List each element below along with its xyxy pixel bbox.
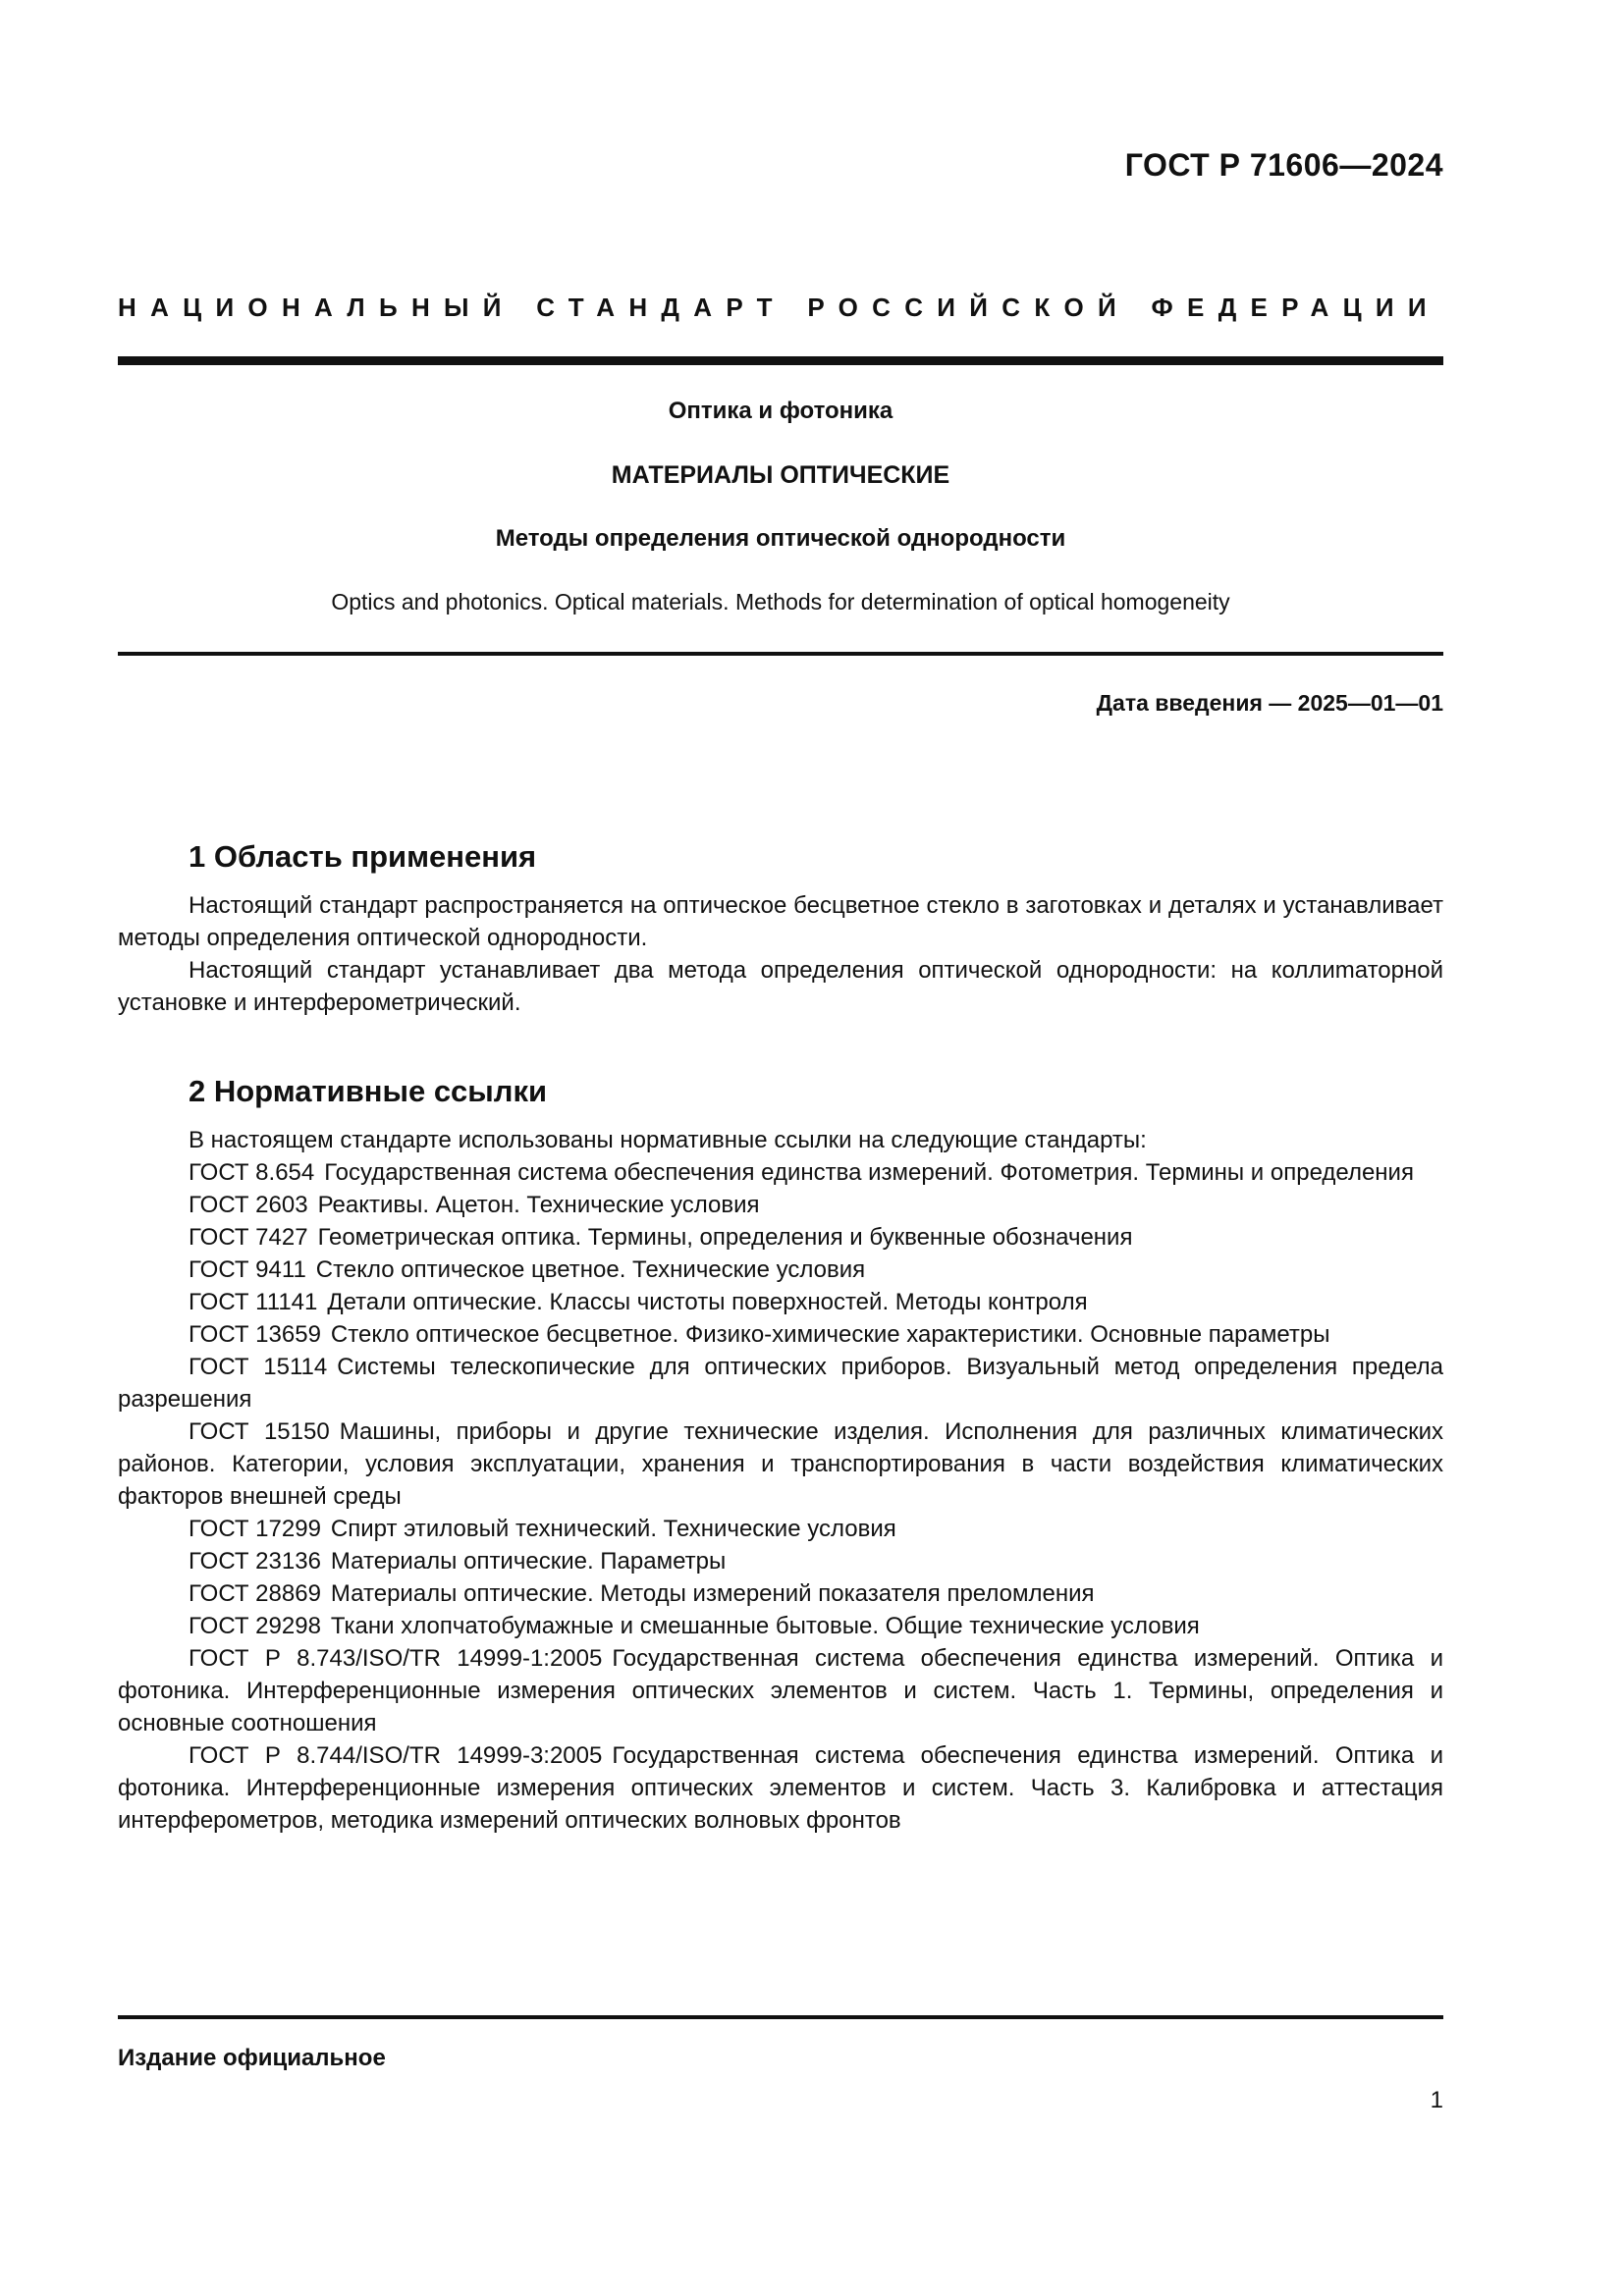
reference-code: ГОСТ 7427 [189,1224,308,1251]
reference-code: ГОСТ 28869 [189,1580,321,1607]
page-number: 1 [1430,2087,1443,2113]
reference-item [118,1415,1443,1513]
reference-title: Реактивы. Ацетон. Технические условия [317,1192,760,1218]
reference-title: Государственная система обеспечения единства измерений. Оптика и фотоника. Интерференционные измерения оптических элементов и систем. Часть 3. Калибровка и аттестация интерферометров, методика измерений оптических волновых фронтов [118,1742,1443,1834]
reference-code: ГОСТ 11141 [189,1289,318,1315]
official-edition-label: Издание официальное [118,2045,386,2071]
reference-code: ГОСТ 13659 [189,1321,321,1348]
reference-code: ГОСТ 15114 [189,1354,328,1380]
reference-title: Ткани хлопчатобумажные и смешанные бытовые. Общие технические условия [330,1613,1200,1639]
reference-item [118,1189,1443,1221]
document-number: ГОСТ Р 71606—2024 [1124,147,1443,183]
reference-code: ГОСТ 9411 [189,1256,306,1283]
reference-title: Государственная система обеспечения единства измерений. Фотометрия. Термины и определения [324,1159,1414,1186]
introduction-date: Дата введения — 2025—01—01 [1096,690,1443,716]
reference-code: ГОСТ Р 8.744/ISO/TR 14999-3:2005 [189,1742,603,1769]
reference-title: Государственная система обеспечения единства измерений. Оптика и фотоника. Интерференционные измерения оптических элементов и систем. Часть 1. Термины, определения и основные соотношения [118,1645,1443,1736]
reference-title: Материалы оптические. Методы измерений показателя преломления [330,1580,1095,1607]
document-main-title: МАТЕРИАЛЫ ОПТИЧЕСКИЕ [611,461,950,489]
reference-item [118,1577,1443,1610]
reference-title: Геометрическая оптика. Термины, определения и буквенные обозначения [317,1224,1133,1251]
reference-item [118,1286,1443,1318]
english-title: Optics and photonics. Optical materials. Methods for determination of optical homogeneity [331,589,1230,614]
footer-divider [118,2015,1443,2019]
references-intro: В настоящем стандарте использованы нормативные ссылки на следующие стандарты: [189,1127,1147,1153]
reference-code: ГОСТ 8.654 [189,1159,315,1186]
reference-title: Системы телескопические для оптических приборов. Визуальный метод определения предела разрешения [118,1354,1443,1413]
reference-item [118,1739,1443,1837]
section-normative-references [118,1072,1443,1837]
reference-code: ГОСТ 23136 [189,1548,321,1575]
reference-item [118,1545,1443,1577]
reference-title: Спирт этиловый технический. Технические условия [330,1516,896,1542]
reference-title: Стекло оптическое бесцветное. Физико-химические характеристики. Основные параметры [330,1321,1330,1348]
reference-title: Материалы оптические. Параметры [330,1548,727,1575]
header-divider-thick [118,356,1443,365]
reference-item [118,1642,1443,1739]
reference-title: Машины, приборы и другие технические изделия. Исполнения для различных климатических районов. Категории, условия эксплуатации, хранения и транспортирования в части воздействия климатических факторов внешней среды [118,1418,1443,1510]
reference-item [118,1254,1443,1286]
reference-item [118,1351,1443,1415]
document-subtitle: Методы определения оптической однородности [495,525,1066,552]
reference-item [118,1610,1443,1642]
reference-item [118,1318,1443,1351]
reference-code: ГОСТ Р 8.743/ISO/TR 14999-1:2005 [189,1645,603,1672]
section-heading: 2 Нормативные ссылки [189,1074,548,1108]
paragraph: Настоящий стандарт распространяется на оптическое бесцветное стекло в заготовках и деталях и устанавливает методы определения оптической однородности. [118,892,1443,951]
section-scope [118,837,1443,1019]
reference-item [118,1156,1443,1189]
paragraph: Настоящий стандарт устанавливает два метода определения оптической однородности: на коллиmаторной установке и интерферометрический. [118,957,1443,1016]
national-standard-banner: НАЦИОНАЛЬНЫЙ СТАНДАРТ РОССИЙСКОЙ ФЕДЕРАЦИИ [118,293,1440,322]
reference-item [118,1221,1443,1254]
reference-title: Детали оптические. Классы чистоты поверхностей. Методы контроля [327,1289,1088,1315]
reference-code: ГОСТ 17299 [189,1516,321,1542]
title-divider [118,652,1443,656]
reference-code: ГОСТ 15150 [189,1418,330,1445]
subject-area: Оптика и фотоника [668,398,893,424]
reference-item [118,1513,1443,1545]
section-heading: 1 Область применения [189,839,537,874]
reference-code: ГОСТ 29298 [189,1613,321,1639]
reference-code: ГОСТ 2603 [189,1192,308,1218]
reference-title: Стекло оптическое цветное. Технические условия [315,1256,866,1283]
